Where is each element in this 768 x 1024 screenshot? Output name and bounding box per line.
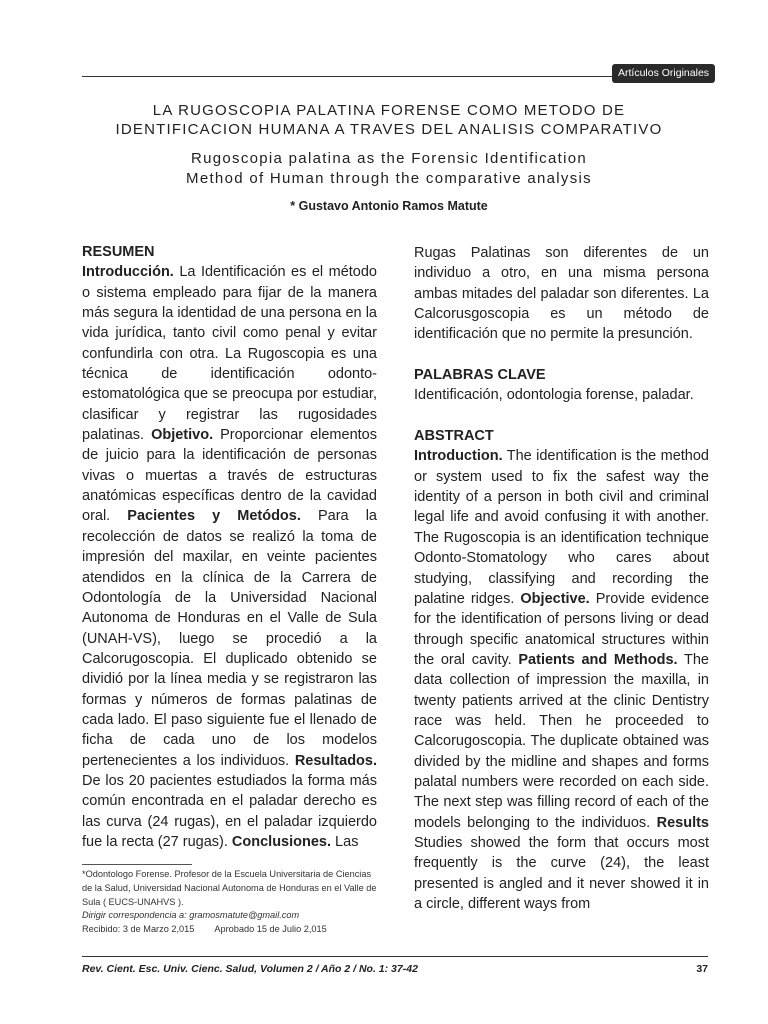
subtitle-line-2: Method of Human through the comparative analysis: [186, 170, 592, 187]
keywords-text: Identificación, odontologia forense, paladar.: [414, 387, 694, 404]
footer-rule: [82, 956, 708, 957]
correspondence-email: Dirigir correspondencia a: gramosmatute@gmail.com: [82, 910, 300, 921]
abstract-objective-text: Provide evidence for the identification of persons living or dead through specific anatomical structures within the oral cavity.: [414, 590, 710, 668]
resumen-continuation: Rugas Palatinas son diferentes de un individuo a otro, en una misma persona ambas mitades del paladar son diferentes. La Calcorusgoscopia es un método de identificación que no permite la presunción.: [414, 245, 709, 343]
abstract-intro-text: The identification is the method or system used to fix the safest way the identity of a person in both civil and criminal legal life and avoid confusing it with another. The Rugoscopia is an identification technique Odonto-Stomatology who cares about studying, classifying and recording the palatine ridges.: [414, 448, 709, 607]
objetivo-text: Proporcionar elementos de juicio para la identificación de personas vivas o muertas a través de estructuras anatómicas específicas dentro de la cavidad oral.: [82, 427, 377, 525]
resumen-body: [82, 262, 377, 852]
abstract-methods-text: The data collection of impression the maxilla, in twenty patients arrived at the clinic Dentistry race was held. Then he proceeded to Calcorugoscopia. The duplicate obtained was divided by the midline and shapes and forms palatal numbers were recorded on each side. The next step was filling record of each of the models belonging to the individuos.: [414, 651, 709, 831]
footnote-correspondence: [82, 909, 382, 923]
title-line-2: IDENTIFICACION HUMANA A TRAVES DEL ANALISIS COMPARATIVO: [115, 121, 663, 138]
abstract-results-label: Results: [656, 814, 709, 831]
keywords-heading: PALABRAS CLAVE: [414, 367, 546, 384]
resultados-label: Resultados.: [294, 752, 377, 769]
intro-label: Introducción.: [82, 264, 174, 281]
resultados-text: De los 20 pacientes estudiados la forma más común encontrada en el paladar derecho es las curva (24 rugas), en el paladar izquierdo fue la recta (27 rugas).: [82, 772, 377, 850]
abstract-results-text: Studies showed the form that occurs most frequently is the curve (24), the least presented is angled and it never showed it in a circle, different ways from: [414, 834, 709, 912]
resumen-heading: RESUMEN: [82, 244, 155, 260]
footnote: [82, 868, 382, 937]
conclusiones-label: Conclusiones.: [231, 833, 332, 850]
footnote-dates: [82, 923, 382, 937]
abstract-methods-label: Patients and Methods.: [518, 651, 678, 668]
author-name: * Gustavo Antonio Ramos Matute: [290, 199, 488, 213]
footnote-rule: [82, 864, 192, 865]
objetivo-label: Objetivo.: [151, 427, 214, 444]
conclusiones-text: Las: [331, 833, 359, 850]
abstract-heading: ABSTRACT: [414, 428, 494, 445]
received-date: Recibido: 3 de Marzo 2,015: [82, 924, 195, 935]
article-title-english: [82, 149, 696, 189]
abstract-objective-label: Objective.: [520, 590, 590, 607]
approved-date: Aprobado 15 de Julio 2,015: [214, 924, 327, 935]
metodos-label: Pacientes y Metódos.: [127, 508, 301, 525]
right-column: [414, 243, 709, 914]
title-line-1: LA RUGOSCOPIA PALATINA FORENSE COMO METODO DE: [152, 102, 626, 119]
subtitle-line-1: Rugoscopia palatina as the Forensic Identification: [190, 150, 588, 167]
intro-text: La Identificación es el método o sistema empleado para fijar de la manera más segura la identidad de una persona en la vida jurídica, tanto civil como penal y evitar confundirla con otra. La Rugoscopia es una técnica de identificación odonto-estomatológica que se preocupa por estudiar, clasificar y registrar las rugosidades palatinas.: [82, 264, 377, 444]
left-column: [82, 242, 377, 852]
page-number: 37: [696, 963, 708, 975]
footnote-affiliation: *Odontologo Forense. Profesor de la Escuela Universitaria de Ciencias de la Salud, Universidad Nacional Autonoma de Honduras en el Valle de Sula ( EUCS-UNAHVS ).: [82, 869, 377, 907]
journal-citation: Rev. Cient. Esc. Univ. Cienc. Salud, Volumen 2 / Año 2 / No. 1: 37-42: [82, 963, 418, 975]
abstract-body: [414, 446, 709, 914]
section-badge: Artículos Originales: [612, 64, 715, 83]
spacer: [414, 345, 709, 365]
header-rule: [82, 76, 612, 77]
article-title-spanish: [82, 101, 696, 139]
spacer: [414, 406, 709, 426]
abstract-intro-label: Introduction.: [414, 448, 503, 465]
metodos-text: Para la recolección de datos se realizó la toma de impresión del maxilar, en veinte pacientes atendidos en la clínica de la Carrera de Odontología de la Universidad Nacional Autonoma de Honduras en el Valle de Sula (UNAH-VS), luego se procedió a la Calcorugoscopia. El duplicado obtenido se dividió por la línea media y se registraron las formas y números de formas palatinas de cada lado. El paso siguiente fue el llenado de ficha de cada uno de los modelos pertenecientes a los individuos.: [82, 508, 377, 769]
